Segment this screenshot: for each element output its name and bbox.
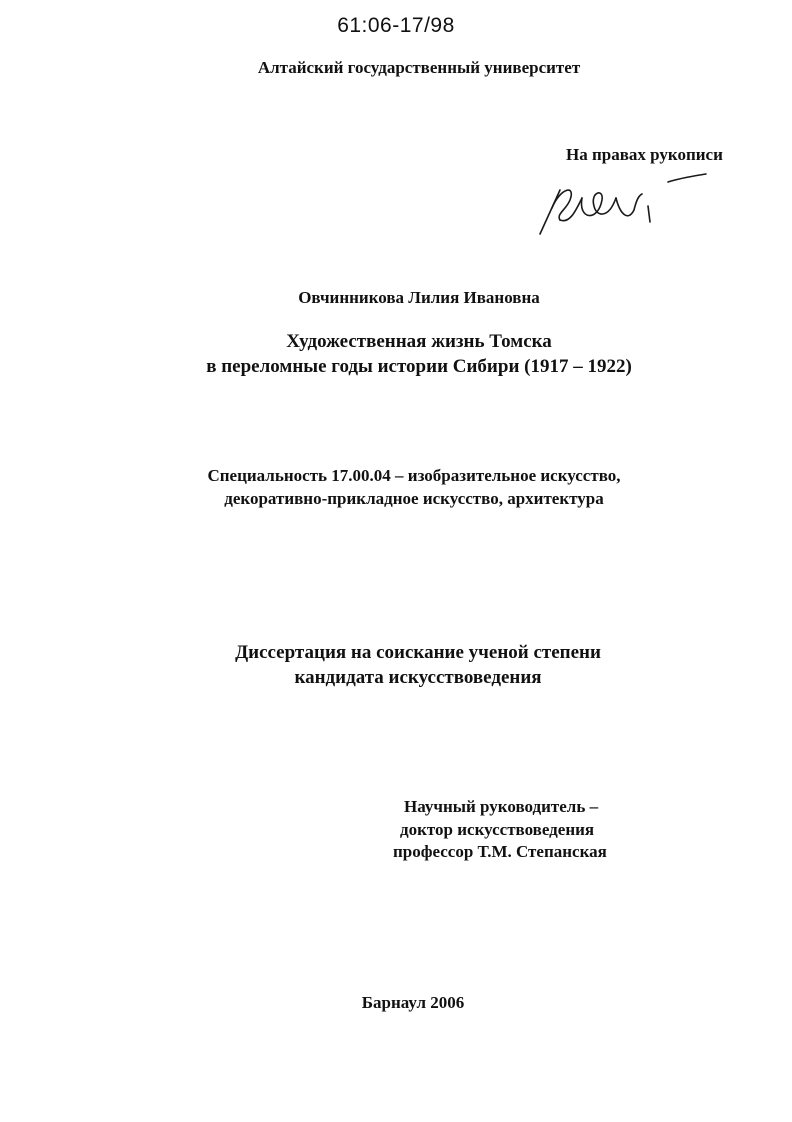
city-year: Барнаул 2006 — [361, 993, 465, 1012]
university-name: Алтайский государственный университет — [257, 58, 581, 77]
rights-note: На правах рукописи — [566, 145, 723, 164]
specialty-line-1: Специальность 17.00.04 – изобразительное искусство, — [207, 466, 621, 485]
thesis-title-line-2: в переломные годы истории Сибири (1917 – 1922) — [206, 356, 632, 377]
catalog-number: 61:06-17/98 — [337, 14, 455, 37]
specialty-line-2: декоративно-прикладное искусство, архитектура — [224, 489, 604, 508]
supervisor-role: Научный руководитель – — [404, 797, 599, 816]
thesis-title-line-1: Художественная жизнь Томска — [286, 331, 552, 352]
dissertation-type-line-2: кандидата искусствоведения — [294, 667, 542, 688]
supervisor-name: профессор Т.М. Степанская — [393, 842, 607, 861]
handwritten-signature — [530, 170, 710, 240]
supervisor-degree: доктор искусствоведения — [400, 820, 595, 839]
author-name: Овчинникова Лилия Ивановна — [298, 288, 540, 307]
dissertation-type-line-1: Диссертация на соискание ученой степени — [235, 642, 601, 663]
